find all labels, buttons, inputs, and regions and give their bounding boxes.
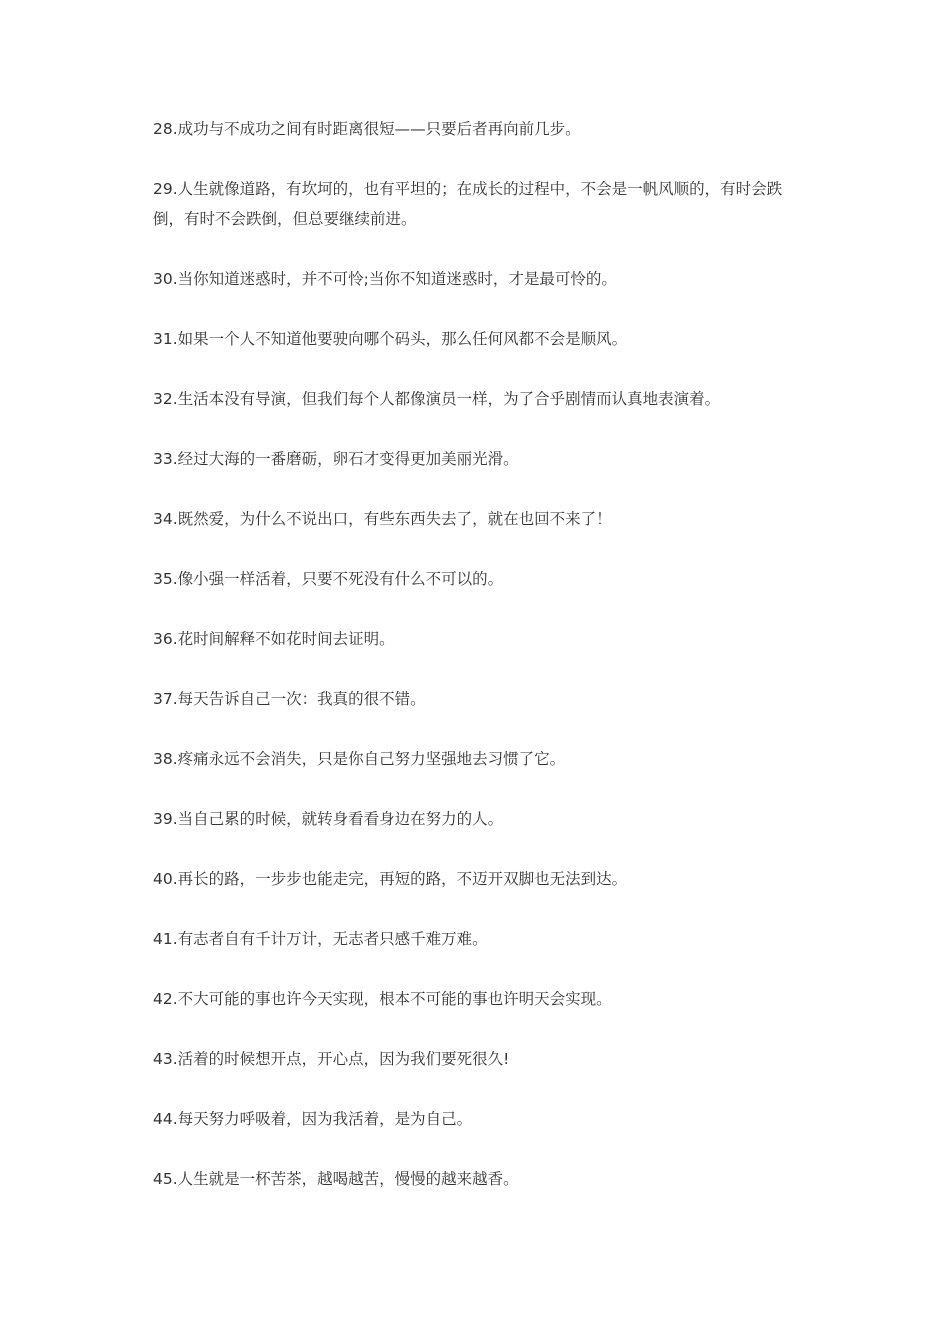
quote-31: 31.如果一个人不知道他要驶向哪个码头，那么任何风都不会是顺风。 [153, 330, 628, 348]
quote-list [153, 114, 803, 1224]
quote-39: 39.当自己累的时候，就转身看看身边在努力的人。 [153, 810, 504, 828]
quote-43: 43.活着的时候想开点，开心点，因为我们要死很久! [153, 1050, 510, 1068]
quote-36: 36.花时间解释不如花时间去证明。 [153, 630, 395, 648]
quote-45: 45.人生就是一杯苦茶，越喝越苦，慢慢的越来越香。 [153, 1170, 519, 1188]
quote-40: 40.再长的路，一步步也能走完，再短的路，不迈开双脚也无法到达。 [153, 870, 628, 888]
quote-32: 32.生活本没有导演，但我们每个人都像演员一样，为了合乎剧情而认真地表演着。 [153, 390, 721, 408]
quote-42: 42.不大可能的事也许今天实现，根本不可能的事也许明天会实现。 [153, 990, 612, 1008]
quote-28: 28.成功与不成功之间有时距离很短——只要后者再向前几步。 [153, 120, 581, 138]
quote-44: 44.每天努力呼吸着，因为我活着，是为自己。 [153, 1110, 473, 1128]
quote-30: 30.当你知道迷惑时，并不可怜;当你不知道迷惑时，才是最可怜的。 [153, 270, 617, 288]
quote-37: 37.每天告诉自己一次：我真的很不错。 [153, 690, 426, 708]
quote-41: 41.有志者自有千计万计，无志者只感千难万难。 [153, 930, 488, 948]
quote-29: 29.人生就像道路，有坎坷的，也有平坦的；在成长的过程中，不会是一帆风顺的，有时会跌倒，有时不会跌倒，但总要继续前进。 [153, 180, 783, 228]
quote-35: 35.像小强一样活着，只要不死没有什么不可以的。 [153, 570, 504, 588]
quote-33: 33.经过大海的一番磨砺，卵石才变得更加美丽光滑。 [153, 450, 519, 468]
quote-34: 34.既然爱，为什么不说出口，有些东西失去了，就在也回不来了！ [153, 510, 612, 528]
quote-38: 38.疼痛永远不会消失，只是你自己努力坚强地去习惯了它。 [153, 750, 566, 768]
